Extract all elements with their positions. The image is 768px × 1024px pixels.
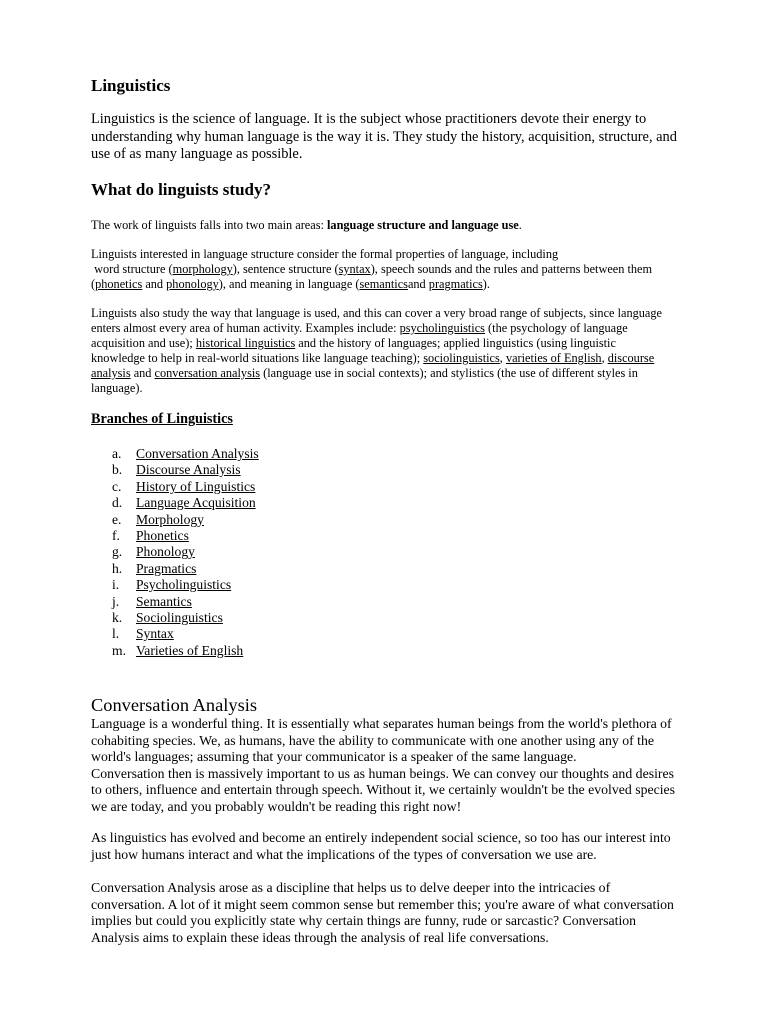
structure-text: Linguists interested in language structure consider the formal properties of language, including (91, 247, 559, 261)
ca-text: Conversation then is massively important to us as human beings. We can convey our thoughts and desires to others, influence and entertain through speech. Without it, we certainly wouldn't be the evolved species we are today, and you probably wouldn't be reading this right now! (91, 765, 676, 814)
list-item (112, 577, 259, 593)
intro-paragraph: Linguistics is the science of language. It is the subject whose practitioners devote their energy to understanding why human language is the way it is. They study the history, acquisition, structure, and use of as many language as possible. (91, 111, 677, 162)
list-marker: e. (112, 511, 122, 527)
use-text: (language use in social contexts); and stylistics (the use of different styles in language). (91, 366, 638, 395)
work-bold-text: language structure and language use (327, 218, 519, 232)
ca-paragraph-1 (91, 716, 681, 815)
branch-link[interactable]: Varieties of English (136, 642, 244, 658)
branch-link[interactable]: Morphology (136, 511, 204, 527)
link-sociolinguistics[interactable]: sociolinguistics (423, 351, 500, 365)
list-marker: k. (112, 609, 123, 625)
ca-paragraph-2: As linguistics has evolved and become an entirely independent social science, so too has our interest into just how humans interact and what the implications of the types of conversation we use are. (91, 830, 671, 862)
list-marker: c. (112, 478, 122, 494)
list-item (112, 479, 259, 495)
link-morphology[interactable]: morphology (172, 262, 233, 276)
list-marker: i. (112, 577, 120, 593)
use-paragraph (91, 306, 671, 396)
list-item (112, 528, 259, 544)
use-text: , (601, 351, 608, 365)
use-text: Linguists also study the way that language is used, and this can cover a very broad range of subjects, since language enters almost every area of human activity. Examples include: (91, 306, 662, 335)
list-marker: g. (112, 544, 123, 560)
work-suffix: . (518, 218, 522, 232)
list-item (112, 626, 259, 642)
use-text: (the psychology of language acquisition and use); (91, 321, 628, 350)
structure-text: ). (482, 277, 490, 291)
list-item (112, 544, 259, 560)
link-phonology[interactable]: phonology (166, 277, 219, 291)
link-psycholinguistics[interactable]: psycholinguistics (399, 321, 485, 335)
structure-text: word structure ( (94, 262, 173, 276)
link-conversation-analysis[interactable]: conversation analysis (154, 366, 261, 380)
branch-link[interactable]: Syntax (136, 626, 174, 642)
conversation-analysis-heading: Conversation Analysis (91, 695, 258, 715)
structure-text: and (142, 277, 167, 291)
list-item (112, 462, 259, 478)
link-historical-linguistics[interactable]: historical linguistics (195, 336, 296, 350)
structure-text: ), speech sounds and the rules and patterns between them ( (91, 262, 653, 291)
use-text: and (130, 366, 155, 380)
structure-text: and (407, 277, 429, 291)
link-discourse-analysis[interactable]: discourse analysis (91, 351, 655, 380)
link-phonetics[interactable]: phonetics (95, 277, 143, 291)
list-marker: j. (112, 593, 120, 609)
work-paragraph (91, 218, 671, 233)
ca-text: Language is a wonderful thing. It is essentially what separates human beings from the world's plethora of cohabiting species. We, as humans, have the ability to communicate with one another using any of the world's languages; assuming that your communicator is a speaker of the same language. (91, 716, 672, 764)
list-marker: a. (112, 446, 122, 461)
branch-link[interactable]: Phonetics (136, 527, 189, 543)
ca-paragraph-3: Conversation Analysis arose as a discipline that helps us to delve deeper into the intricacies of conversation. A lot of it might seem common sense but remember this; you're aware of what conversation implies but could you explicitly state why certain things are funny, rude or sarcastic? Conversation Analysis aims to explain these ideas through the analysis of real life conversations. (91, 880, 674, 945)
list-item (112, 643, 259, 659)
list-item (112, 512, 259, 528)
list-marker: b. (112, 462, 123, 478)
list-marker: m. (112, 642, 126, 658)
branch-link[interactable]: Pragmatics (136, 560, 197, 576)
use-text: , (499, 351, 506, 365)
branch-link[interactable]: Conversation Analysis (136, 446, 259, 461)
list-marker: h. (112, 560, 123, 576)
link-pragmatics[interactable]: pragmatics (428, 277, 483, 291)
branches-heading: Branches of Linguistics (91, 411, 233, 427)
branch-link[interactable]: Semantics (136, 593, 192, 609)
list-marker: d. (112, 495, 123, 511)
structure-text: ), sentence structure ( (232, 262, 339, 276)
list-item (112, 446, 259, 462)
list-marker: l. (112, 626, 120, 642)
branch-link[interactable]: Discourse Analysis (136, 462, 241, 478)
branch-link[interactable]: Language Acquisition (136, 495, 256, 511)
branch-link[interactable]: History of Linguistics (136, 478, 256, 494)
page-title: Linguistics (91, 76, 171, 95)
branch-link[interactable]: Psycholinguistics (136, 577, 232, 593)
branch-link[interactable]: Phonology (136, 544, 195, 560)
structure-paragraph (91, 247, 671, 292)
list-item (112, 495, 259, 511)
link-syntax[interactable]: syntax (338, 262, 371, 276)
link-semantics[interactable]: semantics (359, 277, 408, 291)
branch-link[interactable]: Sociolinguistics (136, 609, 223, 625)
branches-list (112, 446, 259, 659)
work-text: The work of linguists falls into two main areas: (91, 218, 327, 232)
list-item (112, 594, 259, 610)
structure-text: ), and meaning in language ( (218, 277, 360, 291)
list-marker: f. (112, 527, 120, 543)
list-item (112, 561, 259, 577)
list-item (112, 610, 259, 626)
study-heading: What do linguists study? (91, 180, 271, 199)
link-varieties-of-english[interactable]: varieties of English (505, 351, 602, 365)
use-text: and the history of languages; applied linguistics (using linguistic knowledge to help in real-world situations like language teaching); (91, 336, 616, 365)
